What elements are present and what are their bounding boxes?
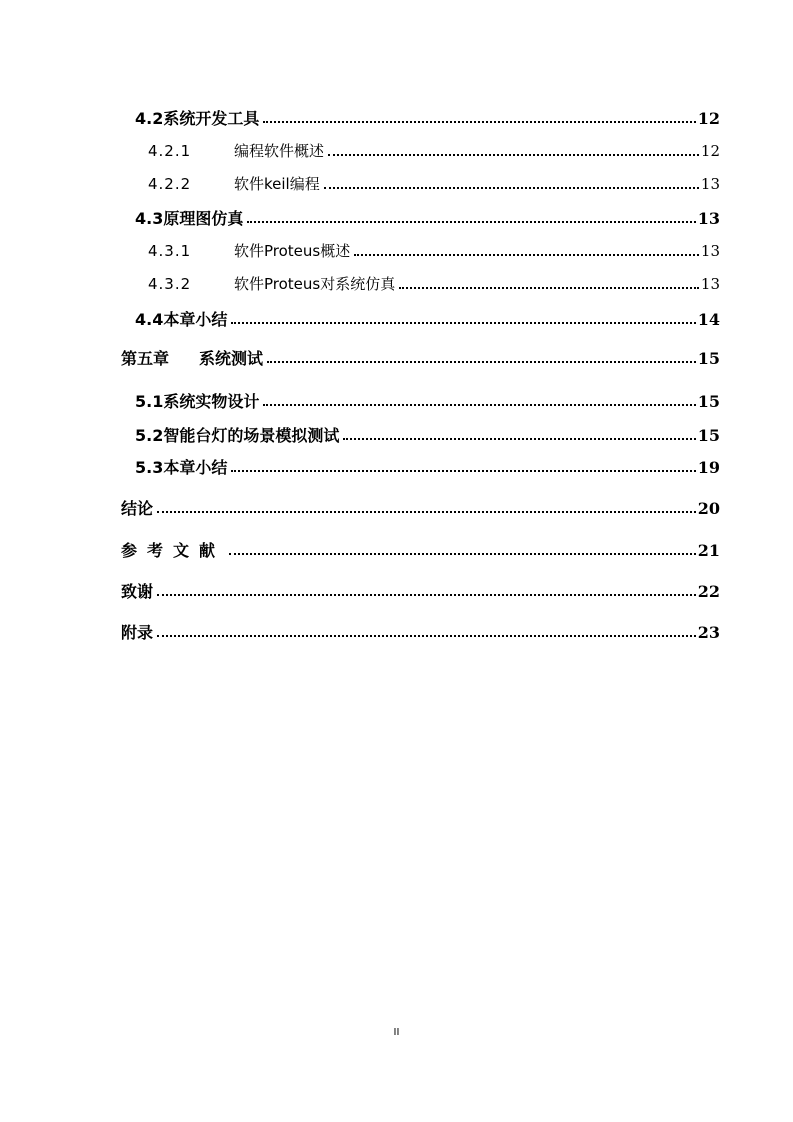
dot-leader [231,322,695,324]
toc-entry-conclusion[interactable] [121,496,720,519]
toc-entry-label [135,389,259,412]
toc-entry-title: 系统测试 [199,349,264,368]
toc-entry-label [135,206,243,229]
toc-entry-appendix[interactable] [121,620,720,643]
toc-entry-page: 15 [697,426,720,445]
toc-entry-page: 20 [697,499,720,518]
toc-entry-number: 4.4 [135,310,164,329]
dot-leader [328,154,699,156]
toc-entry-page: 13 [700,242,720,260]
toc-entry-page: 12 [700,142,720,160]
dot-leader [231,470,695,472]
toc-entry-page: 21 [697,541,720,560]
toc-entry-title: 原理图仿真 [163,209,244,228]
toc-entry-title: 本章小结 [163,458,228,477]
toc-entry-number: 4.2 [135,109,164,128]
toc-entry-title: 参考文献 [121,541,226,560]
dot-leader [229,553,696,555]
toc-entry-page: 13 [700,275,720,293]
toc-entry-title: 软件Proteus对系统仿真 [234,275,396,293]
dot-leader [399,287,699,289]
toc-entry-page: 23 [697,623,720,642]
toc-entry-number: 4.3 [135,209,164,228]
toc-entry-page: 13 [697,209,720,228]
toc-entry-label [135,455,227,478]
toc-entry-number: 5.2 [135,426,164,445]
toc-entry-title: 致谢 [121,582,154,601]
toc-entry-title: 软件keil编程 [234,175,320,193]
toc-entry-number: 5.3 [135,458,164,477]
toc-entry-title: 本章小结 [163,310,228,329]
toc-entry-number: 4.2.1 [148,142,192,160]
toc-entry-label [135,423,339,446]
dot-leader [157,511,696,513]
toc-entry-title: 系统开发工具 [163,109,260,128]
toc-entry-number: 第五章 [121,349,170,368]
toc-entry-4-2[interactable] [135,106,720,129]
dot-leader [354,254,699,256]
toc-entry-label [148,240,350,261]
toc-entry-page: 13 [700,175,720,193]
toc-entry-acknowledgements[interactable] [121,579,720,602]
toc-entry-chapter-5[interactable] [121,346,720,369]
toc-entry-title: 编程软件概述 [234,142,325,160]
toc-entry-page: 12 [697,109,720,128]
dot-leader [157,594,696,596]
dot-leader [247,221,695,223]
toc-entry-4-4[interactable] [135,307,720,330]
toc-entry-label [135,106,259,129]
footer-page-number: II [393,1027,400,1038]
toc-entry-number: 4.2.2 [148,175,192,193]
dot-leader [263,404,695,406]
toc-entry-number: 5.1 [135,392,164,411]
toc-entry-title: 智能台灯的场景模拟测试 [163,426,340,445]
dot-leader [157,635,696,637]
toc-entry-title: 结论 [121,499,154,518]
toc-entry-page: 19 [697,458,720,477]
toc-entry-references[interactable] [121,538,720,561]
toc-entry-4-3-2[interactable] [148,273,720,294]
toc-entry-number: 4.3.2 [148,275,192,293]
toc-entry-4-2-1[interactable] [148,140,720,161]
dot-leader [343,438,695,440]
toc-entry-label [148,173,320,194]
toc-entry-5-2[interactable] [135,423,720,446]
toc-entry-4-3[interactable] [135,206,720,229]
toc-entry-4-2-2[interactable] [148,173,720,194]
toc-entry-page: 14 [697,310,720,329]
toc-entry-title: 软件Proteus概述 [234,242,351,260]
toc-entry-title: 附录 [121,623,154,642]
toc-entry-5-1[interactable] [135,389,720,412]
toc-entry-page: 15 [697,349,720,368]
toc-entry-5-3[interactable] [135,455,720,478]
toc-entry-number: 4.3.1 [148,242,192,260]
dot-leader [263,121,695,123]
toc-entry-label [148,273,395,294]
toc-entry-label [148,140,324,161]
toc-entry-label [121,346,263,369]
dot-leader [267,361,696,363]
dot-leader [324,187,699,189]
toc-entry-page: 15 [697,392,720,411]
toc-entry-4-3-1[interactable] [148,240,720,261]
toc-entry-page: 22 [697,582,720,601]
toc-entry-title: 系统实物设计 [163,392,260,411]
toc-entry-label [135,307,227,330]
